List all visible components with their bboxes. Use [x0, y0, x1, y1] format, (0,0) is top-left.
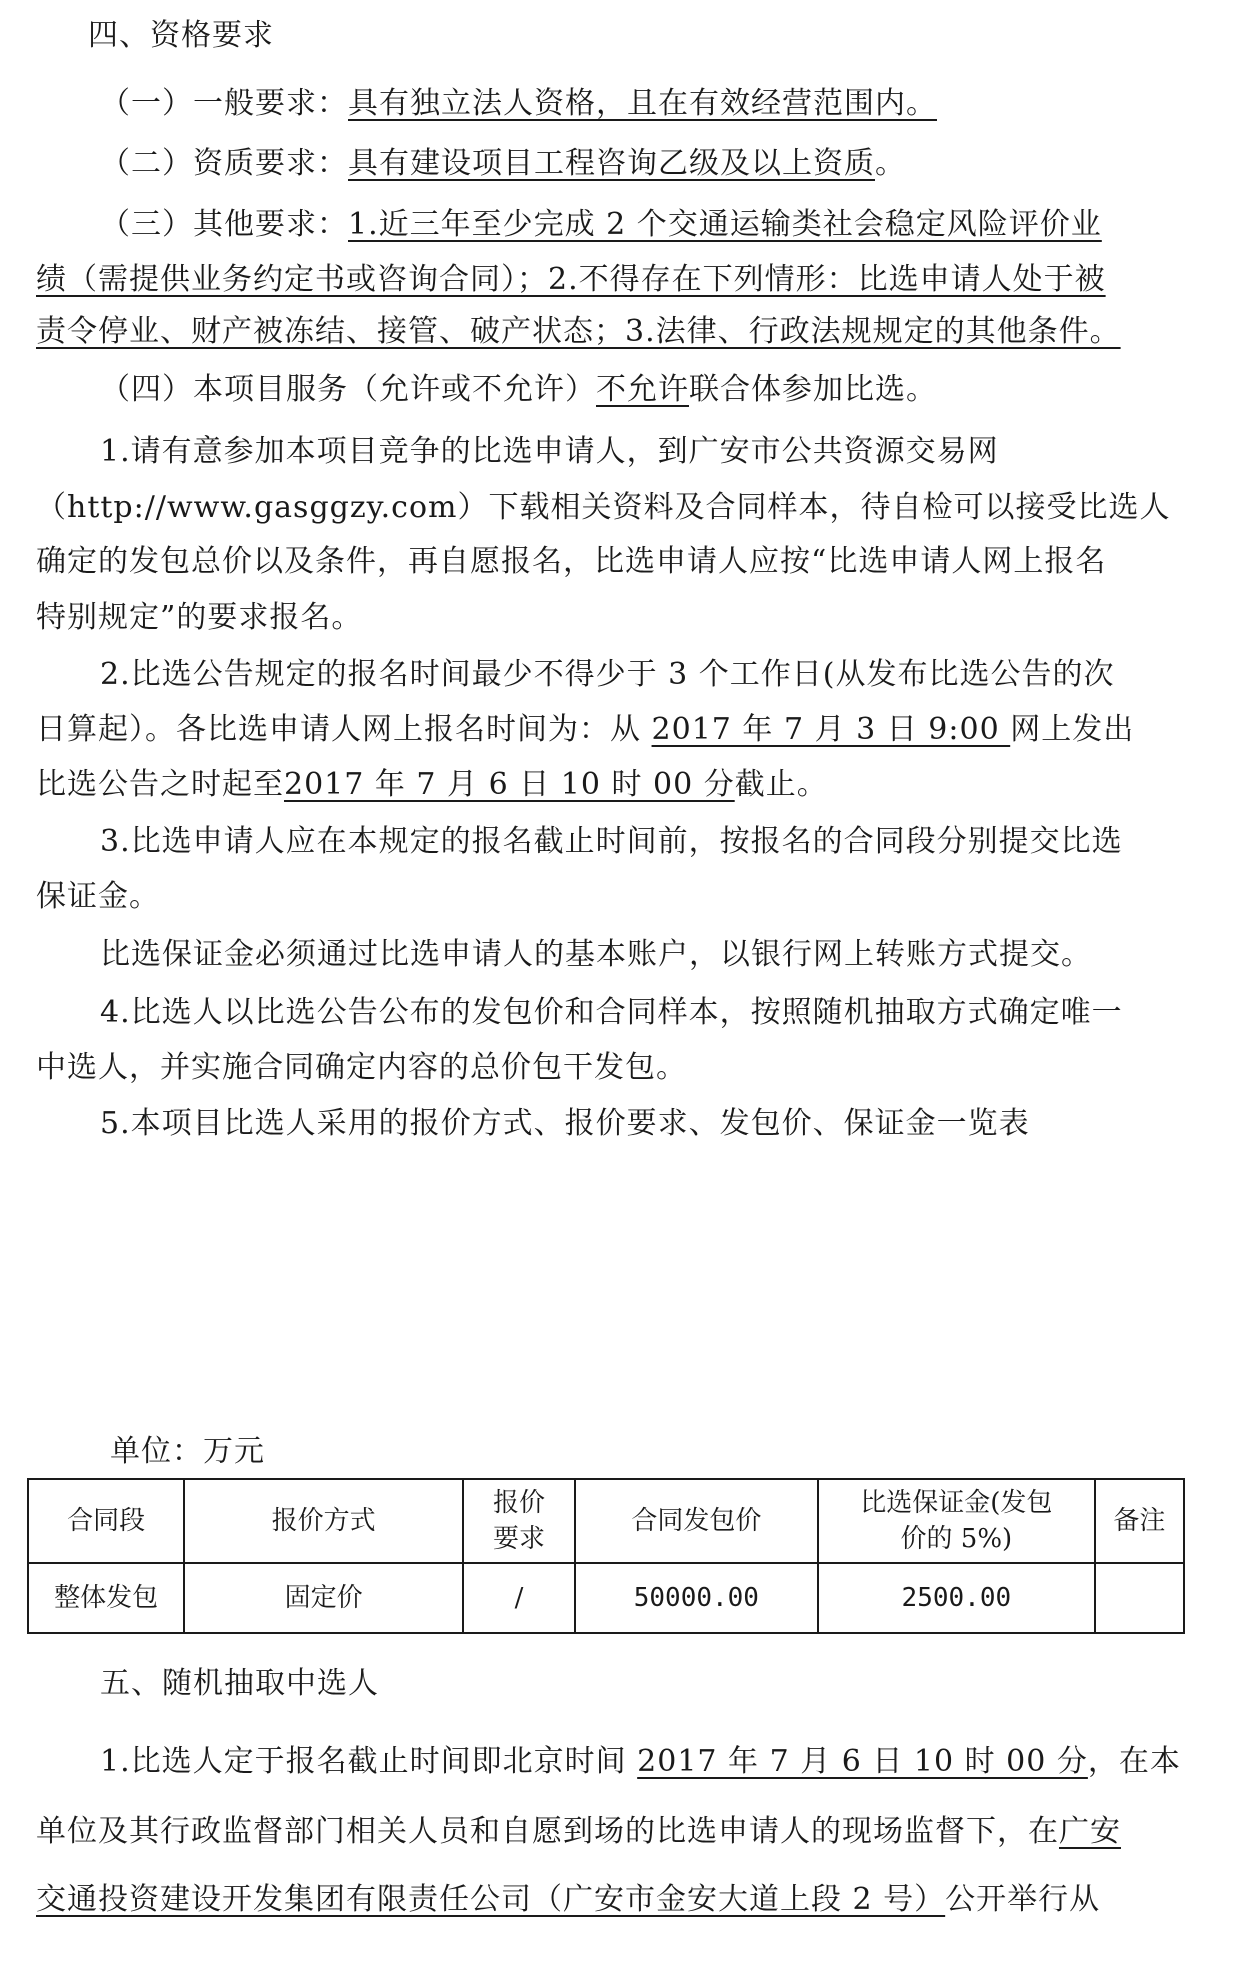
header-quote-method: 报价方式 — [184, 1479, 463, 1563]
requirement-other-l2: 绩（需提供业务约定书或咨询合同）；2.不得存在下列情形：比选申请人处于被 — [36, 262, 1106, 297]
table-unit-label: 单位：万元 — [110, 1434, 265, 1469]
para5: 5.本项目比选人采用的报价方式、报价要求、发包价、保证金一览表 — [100, 1106, 1030, 1141]
cell-remarks — [1095, 1563, 1184, 1633]
header-remarks: 备注 — [1095, 1479, 1184, 1563]
cell-contract-price: 50000.00 — [575, 1563, 818, 1633]
requirement-qualification: （二）资质要求：具有建设项目工程咨询乙级及以上资质。 — [100, 146, 906, 181]
table-row — [28, 1563, 1184, 1633]
header-contract-price: 合同发包价 — [575, 1479, 818, 1563]
para4-l1: 4.比选人以比选公告公布的发包价和合同样本，按照随机抽取方式确定唯一 — [100, 995, 1123, 1030]
section5-l3: 交通投资建设开发集团有限责任公司（广安市金安大道上段 2 号）公开举行从 — [36, 1882, 1101, 1917]
para1-l3: 确定的发包总价以及条件，再自愿报名，比选申请人应按“比选申请人网上报名 — [36, 544, 1107, 579]
section5-l1: 1.比选人定于报名截止时间即北京时间 2017 年 7 月 6 日 10 时 00 分，在本 — [100, 1744, 1181, 1779]
section5-title: 五、随机抽取中选人 — [100, 1666, 379, 1701]
para1-l4: 特别规定”的要求报名。 — [36, 600, 363, 635]
header-contract-section: 合同段 — [28, 1479, 184, 1563]
section4-title: 四、资格要求 — [88, 18, 274, 53]
table-header-row — [28, 1479, 1184, 1563]
section5-l2: 单位及其行政监督部门相关人员和自愿到场的比选申请人的现场监督下，在广安 — [36, 1814, 1121, 1849]
cell-deposit: 2500.00 — [818, 1563, 1095, 1633]
fee-table — [27, 1478, 1185, 1634]
para3-l1: 3.比选申请人应在本规定的报名截止时间前，按报名的合同段分别提交比选 — [100, 824, 1123, 859]
para3-note: 比选保证金必须通过比选申请人的基本账户，以银行网上转账方式提交。 — [100, 937, 1092, 972]
para4-l2: 中选人，并实施合同确定内容的总价包干发包。 — [36, 1050, 687, 1085]
requirement-general: （一）一般要求：具有独立法人资格，且在有效经营范围内。 — [100, 86, 937, 121]
requirement-other-l3: 责令停业、财产被冻结、接管、破产状态；3.法律、行政法规规定的其他条件。 — [36, 314, 1121, 349]
para1-l1: 1.请有意参加本项目竞争的比选申请人，到广安市公共资源交易网 — [100, 434, 999, 469]
cell-quote-requirement: / — [463, 1563, 575, 1633]
para3-l2: 保证金。 — [36, 879, 160, 914]
para2-l2: 日算起）。各比选申请人网上报名时间为：从 2017 年 7 月 3 日 9:00 网上发出 — [36, 712, 1135, 747]
header-quote-requirement: 报价 要求 — [463, 1479, 575, 1563]
cell-contract-section: 整体发包 — [28, 1563, 184, 1633]
para1-l2: （http://www.gasggzy.com）下载相关资料及合同样本，待自检可以接受比选人 — [36, 490, 1171, 525]
para2-l3: 比选公告之时起至2017 年 7 月 6 日 10 时 00 分截止。 — [36, 767, 828, 802]
cell-quote-method: 固定价 — [184, 1563, 463, 1633]
requirement-consortium: （四）本项目服务（允许或不允许）不允许联合体参加比选。 — [100, 372, 937, 407]
header-deposit: 比选保证金(发包 价的 5%) — [818, 1479, 1095, 1563]
requirement-other-l1: （三）其他要求：1.近三年至少完成 2 个交通运输类社会稳定风险评价业 — [100, 207, 1102, 242]
para2-l1: 2.比选公告规定的报名时间最少不得少于 3 个工作日(从发布比选公告的次 — [100, 657, 1115, 692]
